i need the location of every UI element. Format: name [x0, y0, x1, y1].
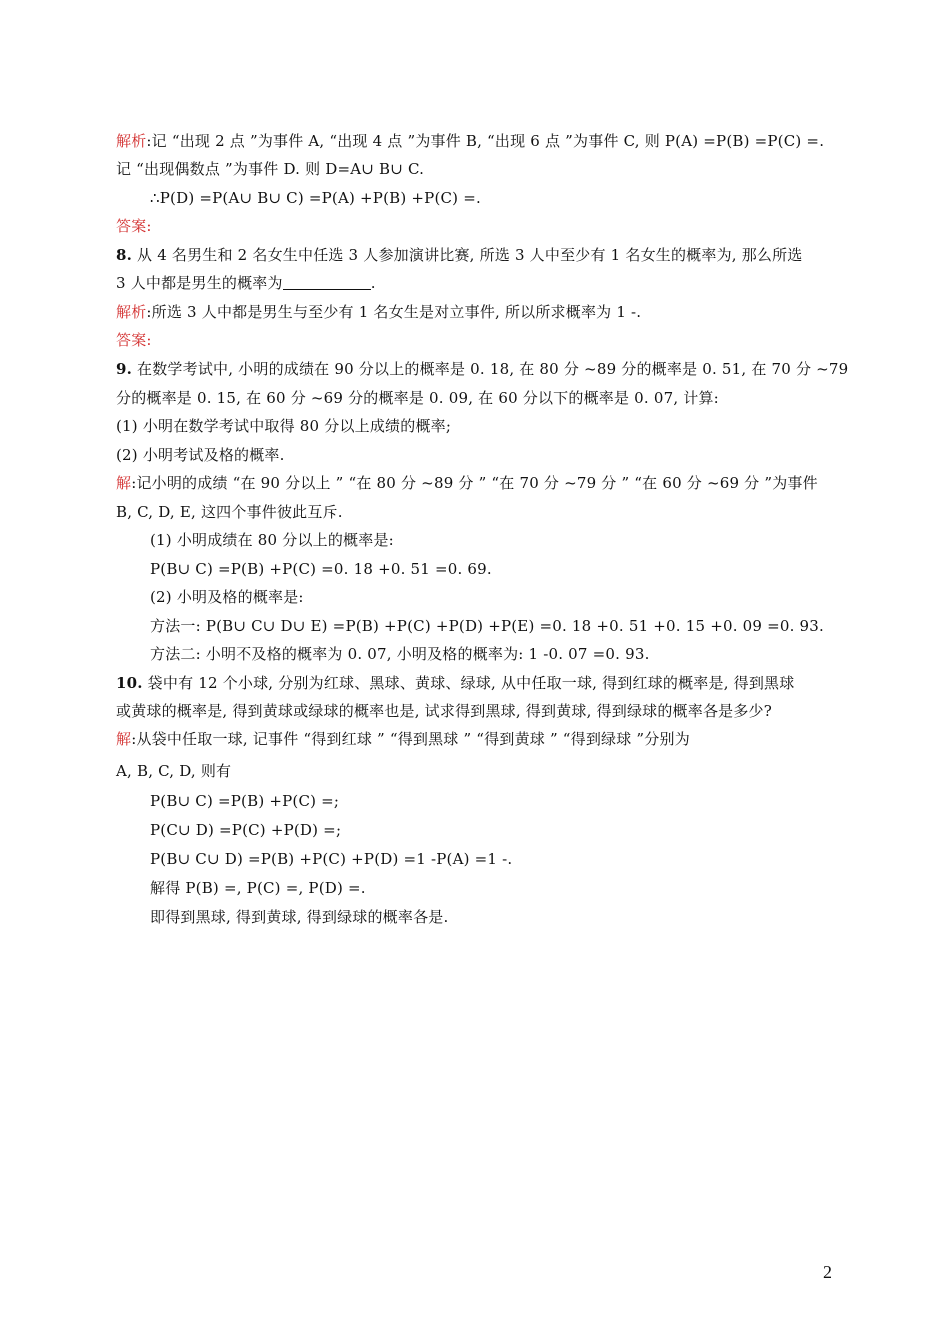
q8-text-2-end: .: [370, 274, 376, 292]
q7-analysis-line-3: ∴P(D) =P(A∪ B∪ C) =P(A) +P(B) +P(C) =.: [150, 189, 481, 207]
analysis-label: 解析: [116, 132, 147, 150]
q10-solution-line-7: 即得到黑球, 得到黄球, 得到绿球的概率各是.: [150, 908, 449, 926]
q9-solution-line-2: B, C, D, E, 这四个事件彼此互斥.: [116, 503, 343, 521]
q10-question-line-1: [116, 671, 840, 695]
q9-solution-line-5: (2) 小明及格的概率是:: [150, 588, 304, 606]
page-number: 2: [823, 1262, 832, 1282]
q10-question-line-2: 或黄球的概率是, 得到黄球或绿球的概率也是, 试求得到黑球, 得到黄球, 得到绿球的概率各是多少?: [116, 702, 772, 720]
answer-colon: :: [146, 331, 152, 349]
q10-solution-line-5: P(B∪ C∪ D) =P(B) +P(C) +P(D) =1 -P(A) =1 -.: [150, 850, 513, 868]
q10-number: 10.: [116, 674, 143, 692]
q7-analysis-line-2: 记 “出现偶数点 ”为事件 D. 则 D=A∪ B∪ C.: [116, 160, 425, 178]
q10-solution-line-2: A, B, C, D, 则有: [116, 762, 232, 780]
q10-solution-line-1: [116, 727, 840, 751]
q9-sub-question-2: (2) 小明考试及格的概率.: [116, 446, 285, 464]
q8-number: 8.: [116, 246, 133, 264]
q8-question-line-2: [116, 271, 840, 295]
q10-solution-line-6: 解得 P(B) =, P(C) =, P(D) =.: [150, 879, 366, 897]
q8-analysis-text: :所选 3 人中都是男生与至少有 1 名女生是对立事件, 所以所求概率为 1 -.: [146, 303, 642, 321]
q8-answer-line: [116, 328, 840, 352]
q7-analysis-text-1: :记 “出现 2 点 ”为事件 A, “出现 4 点 ”为事件 B, “出现 6 点 ”为事件 C, 则 P(A) =P(B) =P(C) =.: [146, 132, 825, 150]
q7-answer-line: [116, 214, 840, 238]
q9-sub-question-1: (1) 小明在数学考试中取得 80 分以上成绩的概率;: [116, 417, 452, 435]
q9-question-line-2: 分的概率是 0. 15, 在 60 分 ~69 分的概率是 0. 09, 在 60 分以下的概率是 0. 07, 计算:: [116, 389, 719, 407]
q9-text-1: 在数学考试中, 小明的成绩在 90 分以上的概率是 0. 18, 在 80 分 ~89 分的概率是 0. 51, 在 70 分 ~79: [132, 360, 849, 378]
q9-question-line-1: [116, 357, 849, 381]
answer-blank: [283, 274, 371, 290]
q8-text-2: 3 人中都是男生的概率为: [116, 274, 283, 292]
q8-analysis-line: [116, 300, 840, 324]
q10-solution-line-3: P(B∪ C) =P(B) +P(C) =;: [150, 792, 340, 810]
q8-question-line-1: [116, 243, 840, 267]
answer-label: 答案: [116, 217, 147, 235]
answer-label: 答案: [116, 331, 147, 349]
analysis-label: 解析: [116, 303, 147, 321]
q9-solution-text-1: :记小明的成绩 “在 90 分以上 ” “在 80 分 ~89 分 ” “在 70 分 ~79 分 ” “在 60 分 ~69 分 ”为事件: [131, 474, 818, 492]
q9-number: 9.: [116, 360, 133, 378]
q7-analysis-line-1: [116, 129, 840, 153]
q10-text-1: 袋中有 12 个小球, 分别为红球、黑球、黄球、绿球, 从中任取一球, 得到红球的概率是, 得到黑球: [142, 674, 795, 692]
answer-colon: :: [146, 217, 152, 235]
solution-label: 解: [116, 730, 132, 748]
q10-solution-line-4: P(C∪ D) =P(C) +P(D) =;: [150, 821, 342, 839]
solution-label: 解: [116, 474, 132, 492]
q9-solution-line-3: (1) 小明成绩在 80 分以上的概率是:: [150, 531, 394, 549]
q10-solution-text-1: :从袋中任取一球, 记事件 “得到红球 ” “得到黑球 ” “得到黄球 ” “得到绿球 ”分别为: [131, 730, 690, 748]
q9-solution-line-4: P(B∪ C) =P(B) +P(C) =0. 18 +0. 51 =0. 69.: [150, 560, 492, 578]
q9-solution-line-1: [116, 471, 840, 495]
q9-solution-line-7: 方法二: 小明不及格的概率为 0. 07, 小明及格的概率为: 1 -0. 07 =0. 93.: [150, 645, 650, 663]
q8-text-1: 从 4 名男生和 2 名女生中任选 3 人参加演讲比赛, 所选 3 人中至少有 1 名女生的概率为, 那么所选: [132, 246, 803, 264]
q9-solution-line-6: 方法一: P(B∪ C∪ D∪ E) =P(B) +P(C) +P(D) +P(E) =0. 18 +0. 51 +0. 15 +0. 09 =0. 93.: [150, 617, 824, 635]
